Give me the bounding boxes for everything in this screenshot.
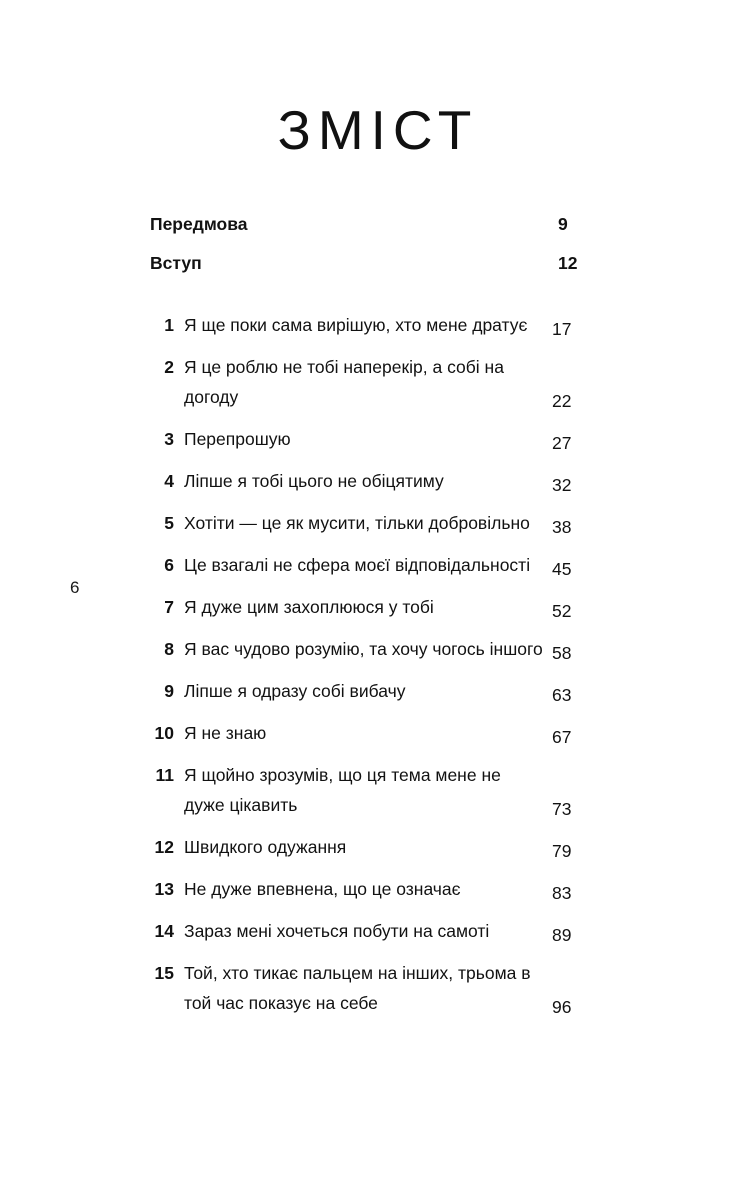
- toc-chapter-number: 13: [154, 879, 174, 899]
- toc-chapter-row[interactable]: [150, 634, 606, 664]
- toc-chapter-page-number: 22: [552, 391, 572, 411]
- toc-chapter-row[interactable]: [150, 592, 606, 622]
- toc-chapter-row[interactable]: [150, 916, 606, 946]
- page-title: ЗМІСТ: [277, 99, 479, 161]
- toc-chapter-number: 4: [164, 471, 174, 491]
- toc-chapter-page-number: 32: [552, 475, 572, 495]
- toc-chapter-page-number: 67: [552, 727, 572, 747]
- toc-chapter-title: Я це роблю не тобі наперекір, а собі на догоду: [184, 357, 504, 407]
- toc-chapter-number: 5: [164, 513, 174, 533]
- toc-chapter-row[interactable]: [150, 550, 606, 580]
- toc-chapter-row[interactable]: [150, 310, 606, 340]
- toc-chapter-title: Той, хто тикає пальцем на інших, трьома в той час показує на себе: [184, 963, 531, 1013]
- toc-chapter-page-number: 52: [552, 601, 572, 621]
- toc-chapter-page-number: 96: [552, 997, 572, 1017]
- toc-chapter-number: 3: [164, 429, 174, 449]
- toc-chapter-page-number: 38: [552, 517, 572, 537]
- toc-chapter-page-number: 83: [552, 883, 572, 903]
- toc-chapter-title: Зараз мені хочеться побути на самоті: [184, 921, 490, 941]
- toc-chapter-number: 1: [164, 315, 174, 335]
- toc-chapter-number: 2: [164, 357, 174, 377]
- toc-chapter-page-number: 17: [552, 319, 572, 339]
- front-matter-list: [150, 214, 606, 274]
- toc-chapter-page-number: 58: [552, 643, 572, 663]
- page-number-folio: 6: [70, 578, 80, 597]
- toc-chapter-title: Ліпше я одразу собі вибачу: [184, 681, 406, 701]
- toc-front-page-number: 9: [558, 214, 568, 234]
- toc-chapter-page-number: 79: [552, 841, 572, 861]
- chapter-list: [150, 310, 606, 1018]
- toc-chapter-title: Хотіти — це як мусити, тільки добровільно: [184, 513, 530, 533]
- toc-chapter-number: 14: [154, 921, 174, 941]
- toc-chapter-number: 12: [154, 837, 174, 857]
- toc-chapter-row[interactable]: [150, 676, 606, 706]
- toc-chapter-title: Не дуже впевнена, що це означає: [184, 879, 461, 899]
- toc-front-label: Вступ: [150, 253, 202, 273]
- toc-chapter-title: Це взагалі не сфера моєї відповідальності: [184, 555, 531, 575]
- toc-chapter-row[interactable]: [150, 832, 606, 862]
- toc-chapter-title: Я вас чудово розумію, та хочу чогось іншого: [184, 639, 543, 659]
- toc-chapter-row[interactable]: [150, 958, 606, 1018]
- toc-chapter-title: Швидкого одужання: [184, 837, 347, 857]
- toc-front-row[interactable]: [150, 214, 606, 235]
- toc-chapter-row[interactable]: [150, 508, 606, 538]
- toc-chapter-row[interactable]: [150, 718, 606, 748]
- toc-chapter-page-number: 63: [552, 685, 572, 705]
- toc-chapter-page-number: 89: [552, 925, 572, 945]
- toc-front-page-number: 12: [558, 253, 578, 273]
- table-of-contents: [0, 214, 756, 1018]
- toc-chapter-row[interactable]: [150, 874, 606, 904]
- toc-chapter-number: 11: [155, 765, 174, 785]
- toc-chapter-row[interactable]: [150, 760, 606, 820]
- toc-chapter-page-number: 27: [552, 433, 572, 453]
- toc-chapter-number: 15: [154, 963, 174, 983]
- toc-chapter-row[interactable]: [150, 466, 606, 496]
- toc-front-label: Передмова: [150, 214, 248, 234]
- toc-chapter-number: 7: [164, 597, 174, 617]
- toc-front-row[interactable]: [150, 253, 606, 274]
- toc-chapter-number: 10: [154, 723, 174, 743]
- toc-chapter-title: Я ще поки сама вирішую, хто мене дратує: [184, 315, 528, 335]
- toc-chapter-title: Я дуже цим захоплююся у тобі: [184, 597, 434, 617]
- toc-chapter-number: 8: [164, 639, 174, 659]
- toc-chapter-title: Я щойно зрозумів, що ця тема мене не дуже цікавить: [184, 765, 501, 815]
- toc-chapter-title: Перепрошую: [184, 429, 291, 449]
- toc-chapter-title: Я не знаю: [184, 723, 267, 743]
- toc-chapter-page-number: 45: [552, 559, 572, 579]
- toc-chapter-number: 6: [164, 555, 174, 575]
- toc-chapter-row[interactable]: [150, 352, 606, 412]
- toc-chapter-title: Ліпше я тобі цього не обіцятиму: [184, 471, 444, 491]
- toc-chapter-number: 9: [164, 681, 174, 701]
- toc-chapter-page-number: 73: [552, 799, 572, 819]
- toc-chapter-row[interactable]: [150, 424, 606, 454]
